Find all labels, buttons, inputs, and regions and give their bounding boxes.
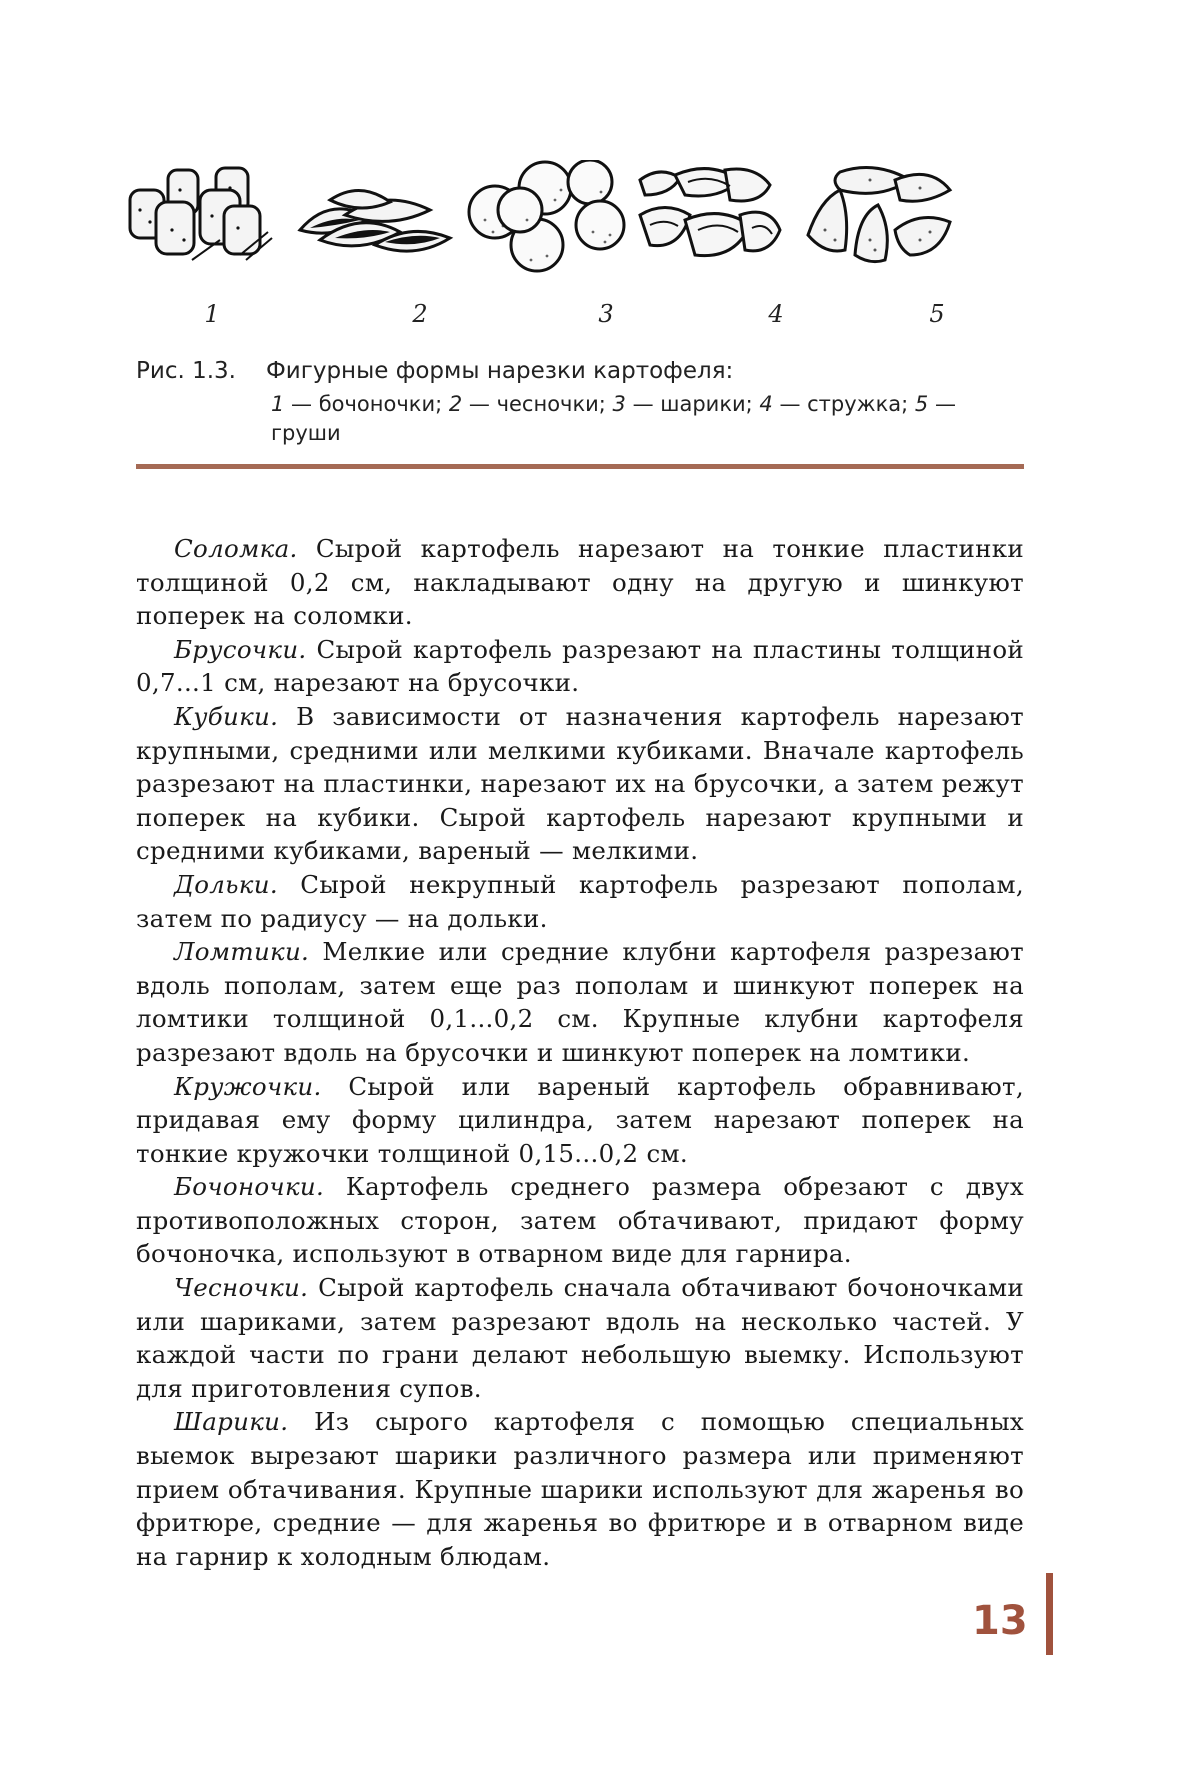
paragraph-text: Картофель среднего размера обрезают с двух противоположных сторон, затем обтачивают, придают форму бочоночка, используют в отварном виде для гарнира.: [136, 1172, 1024, 1269]
figure-number-3: 3: [598, 300, 614, 328]
paragraph-text: Сырой картофель сначала обтачивают бочоночками или шариками, затем разрезают вдоль на несколько частей. У каждой части по грани делают небольшую выемку. Используют для приготовления супов.: [136, 1273, 1024, 1403]
paragraph: [136, 1271, 1024, 1405]
body-text: [136, 532, 1024, 1573]
figure-number-5: 5: [929, 300, 945, 328]
figure-number-1: 1: [204, 300, 220, 328]
paragraph-term: Шарики.: [174, 1407, 289, 1437]
caption-num: 4: [759, 392, 773, 416]
paragraph-text: Сырой картофель нарезают на тонкие пластинки толщиной 0,2 см, накладывают одну на другую и шинкуют поперек на соломки.: [136, 534, 1024, 631]
caption-text: — шарики;: [625, 392, 760, 416]
paragraph-term: Бочоночки.: [174, 1172, 325, 1202]
barrels-icon: [120, 160, 285, 285]
paragraph: [136, 868, 1024, 935]
caption-label: Рис. 1.3.: [136, 358, 236, 384]
figure-caption: [136, 358, 996, 448]
caption-text: — стружка;: [772, 392, 915, 416]
caption-title: Фигурные формы нарезки картофеля:: [266, 358, 734, 384]
figure-number-2: 2: [412, 300, 428, 328]
caption-divider: [136, 464, 1024, 469]
paragraph: [136, 935, 1024, 1069]
paragraph: [136, 1405, 1024, 1573]
caption-text: — груши: [271, 392, 956, 445]
paragraph-term: Брусочки.: [174, 634, 307, 664]
garlic-cuts-icon: [290, 160, 455, 285]
caption-num: 5: [914, 392, 929, 416]
paragraph-term: Соломка.: [174, 534, 298, 563]
pears-icon: [800, 160, 965, 285]
paragraph: [136, 700, 1024, 868]
paragraph-text: Мелкие или средние клубни картофеля разрезают вдоль пополам, затем еще раз пополам и шинкуют поперек на ломтики толщиной 0,1...0,2 см. Крупные клубни картофеля разрезают вдоль на брусочки и шинкуют поперек на ломтики.: [136, 937, 1024, 1067]
caption-legend: [271, 390, 996, 448]
caption-num: 2: [448, 392, 463, 416]
paragraph-term: Чесночки.: [174, 1273, 309, 1303]
paragraph-text: Из сырого картофеля с помощью специальных выемок вырезают шарики различного размера или применяют прием обтачивания. Крупные шарики используют для жаренья во фритюре, средние — для жаренья во фритюре и в отварном виде на гарнир к холодным блюдам.: [136, 1407, 1024, 1571]
paragraph-term: Дольки.: [174, 869, 278, 899]
page-marker-bar: [1046, 1573, 1053, 1655]
paragraph: [136, 633, 1024, 700]
caption-num: 1: [271, 392, 285, 416]
paragraph-text: Сырой или вареный картофель обравнивают, придавая ему форму цилиндра, затем нарезают поперек на тонкие кружочки толщиной 0,15...0,2 см.: [136, 1071, 1024, 1168]
paragraph: [136, 1170, 1024, 1271]
paragraph-term: Кубики.: [174, 701, 279, 731]
caption-text: — бочоночки;: [284, 392, 449, 416]
paragraph: [136, 532, 1024, 633]
balls-icon: [465, 160, 630, 285]
figure-number-4: 4: [768, 300, 784, 328]
caption-text: — чесночки;: [462, 392, 613, 416]
figure-illustrations: [120, 160, 1020, 285]
paragraph-term: Ломтики.: [174, 937, 310, 967]
paragraph-text: В зависимости от назначения картофель нарезают крупными, средними или мелкими кубиками. Вначале картофель разрезают на пластинки, нарезают их на брусочки, а затем режут поперек на кубики. Сырой картофель нарезают крупными и средними кубиками, вареный — мелкими.: [136, 701, 1024, 866]
caption-num: 3: [612, 392, 626, 416]
paragraph-text: Сырой картофель разрезают на пластины толщиной 0,7...1 см, нарезают на брусочки.: [136, 634, 1024, 698]
paragraph-term: Кружочки.: [174, 1071, 322, 1101]
shavings-icon: [630, 160, 795, 285]
paragraph-text: Сырой некрупный картофель разрезают пополам, затем по радиусу — на дольки.: [136, 869, 1024, 933]
paragraph: [136, 1070, 1024, 1171]
page-number: 13: [972, 1598, 1028, 1644]
